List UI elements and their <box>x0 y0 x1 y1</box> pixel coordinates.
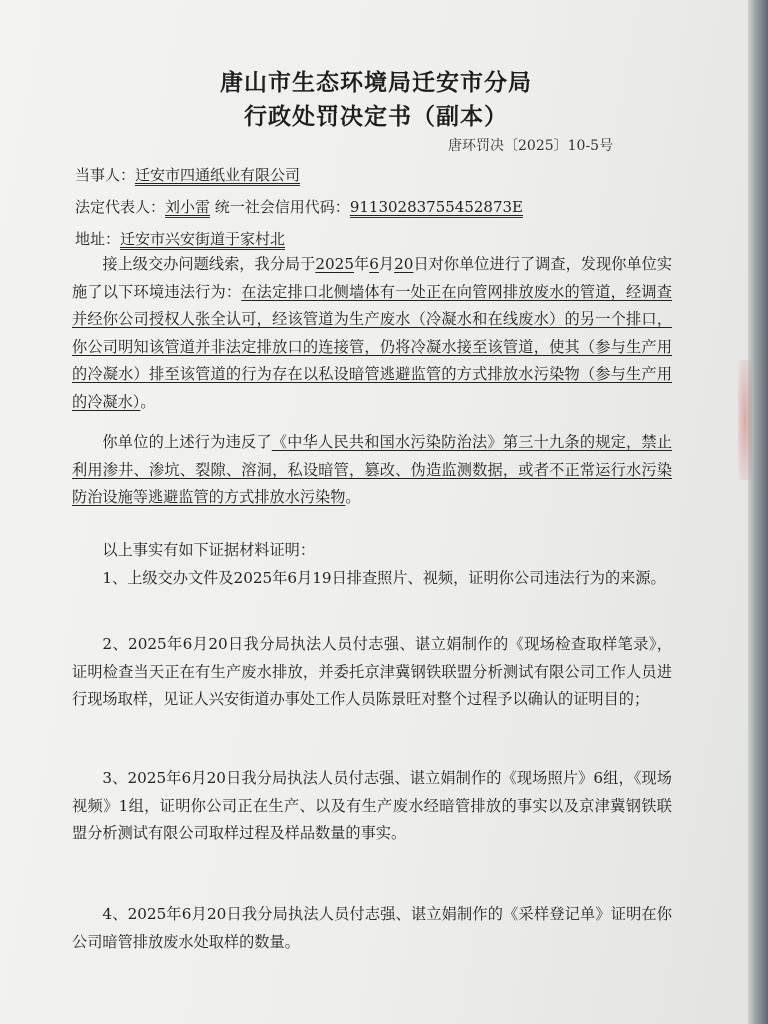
paragraph-evidence-intro: 以上事实有如下证据材料证明： <box>102 541 316 559</box>
month-suffix: 月 <box>378 255 395 273</box>
paragraph-law-violation <box>72 429 672 512</box>
paragraph-facts-intro: 接上级交办问题线索，我分局于 <box>102 255 316 273</box>
party-label: 当事人： <box>75 166 136 184</box>
violated-law-text: 《中华人民共和国水污染防治法》第三十九条的规定，禁止利用渗井、渗坑、裂隙、溶洞，私设暗管，篡改、伪造监测数据，或者不正常运行水污染防治设施等逃避监管的方式排放水污染物 <box>72 433 673 507</box>
evidence-item-3: 3、2025年6月20日我分局执法人员付志强、谌立娟制作的《现场照片》6组，《现场视频》1组，证明你公司正在生产、以及有生产废水经暗管排放的事实以及京津冀钢铁联盟分析测试有限公司取样过程及样品数量的事实。 <box>72 769 672 843</box>
party-field <box>75 165 300 185</box>
law-violation-end: 。 <box>345 488 361 507</box>
representative-field <box>75 197 523 217</box>
document-number: 唐环罚决〔2025〕10-5号 <box>448 138 614 154</box>
representative-value: 刘小雷 <box>165 198 211 216</box>
address-label: 地址： <box>75 230 121 248</box>
evidence-item-1: 1、上级交办文件及2025年6月19日排查照片、视频，证明你公司违法行为的来源。 <box>102 569 666 587</box>
law-violation-intro: 你单位的上述行为违反了 <box>102 433 272 451</box>
evidence-item-4: 4、2025年6月20日我分局执法人员付志强、谌立娟制作的《采样登记单》证明在你公司暗管排放废水处取样的数量。 <box>72 905 672 951</box>
year-suffix: 年 <box>353 255 370 273</box>
address-field <box>75 229 285 249</box>
paragraph-facts-end: 。 <box>140 392 156 411</box>
paragraph-facts-lead: 日对你单位进行了调查，发现你单位实施了以下环境违法行为： <box>72 255 673 301</box>
inspection-day: 20 <box>394 255 414 273</box>
paragraph-facts <box>72 251 672 417</box>
inspection-month: 6 <box>369 255 379 273</box>
document-title-line2: 行政处罚决定书（副本） <box>244 103 508 130</box>
inspection-year: 2025 <box>315 255 354 273</box>
credit-code-label: 统一社会信用代码： <box>210 198 350 216</box>
document-title-line1: 唐山市生态环境局迁安市分局 <box>220 69 532 96</box>
evidence-item-2: 2、2025年6月20日我分局执法人员付志强、谌立娟制作的《现场检查取样笔录》，证明检查当天正在有生产废水排放，并委托京津冀钢铁联盟分析测试有限公司工作人员进行现场取样，见证人兴安街道办事处工作人员陈景旺对整个过程予以确认的证明目的； <box>72 635 672 709</box>
credit-code-value: 91130283755452873E <box>349 198 524 216</box>
party-value: 迁安市四通纸业有限公司 <box>135 166 301 184</box>
representative-label: 法定代表人： <box>75 198 166 216</box>
violation-description: 在法定排口北侧墙体有一处正在向管网排放废水的管道，经调查并经你公司授权人张全认可，经该管道为生产废水（冷凝水和在线废水）的另一个排口，你公司明知该管道并非法定排放口的连接管，仍将冷凝水接至该管道，使其（参与生产用的冷凝水）排至该管道的行为存在以私设暗管逃避监管的方式排放水污染物（参与生产用的冷凝水） <box>72 282 673 411</box>
address-value: 迁安市兴安街道于家村北 <box>120 230 286 248</box>
